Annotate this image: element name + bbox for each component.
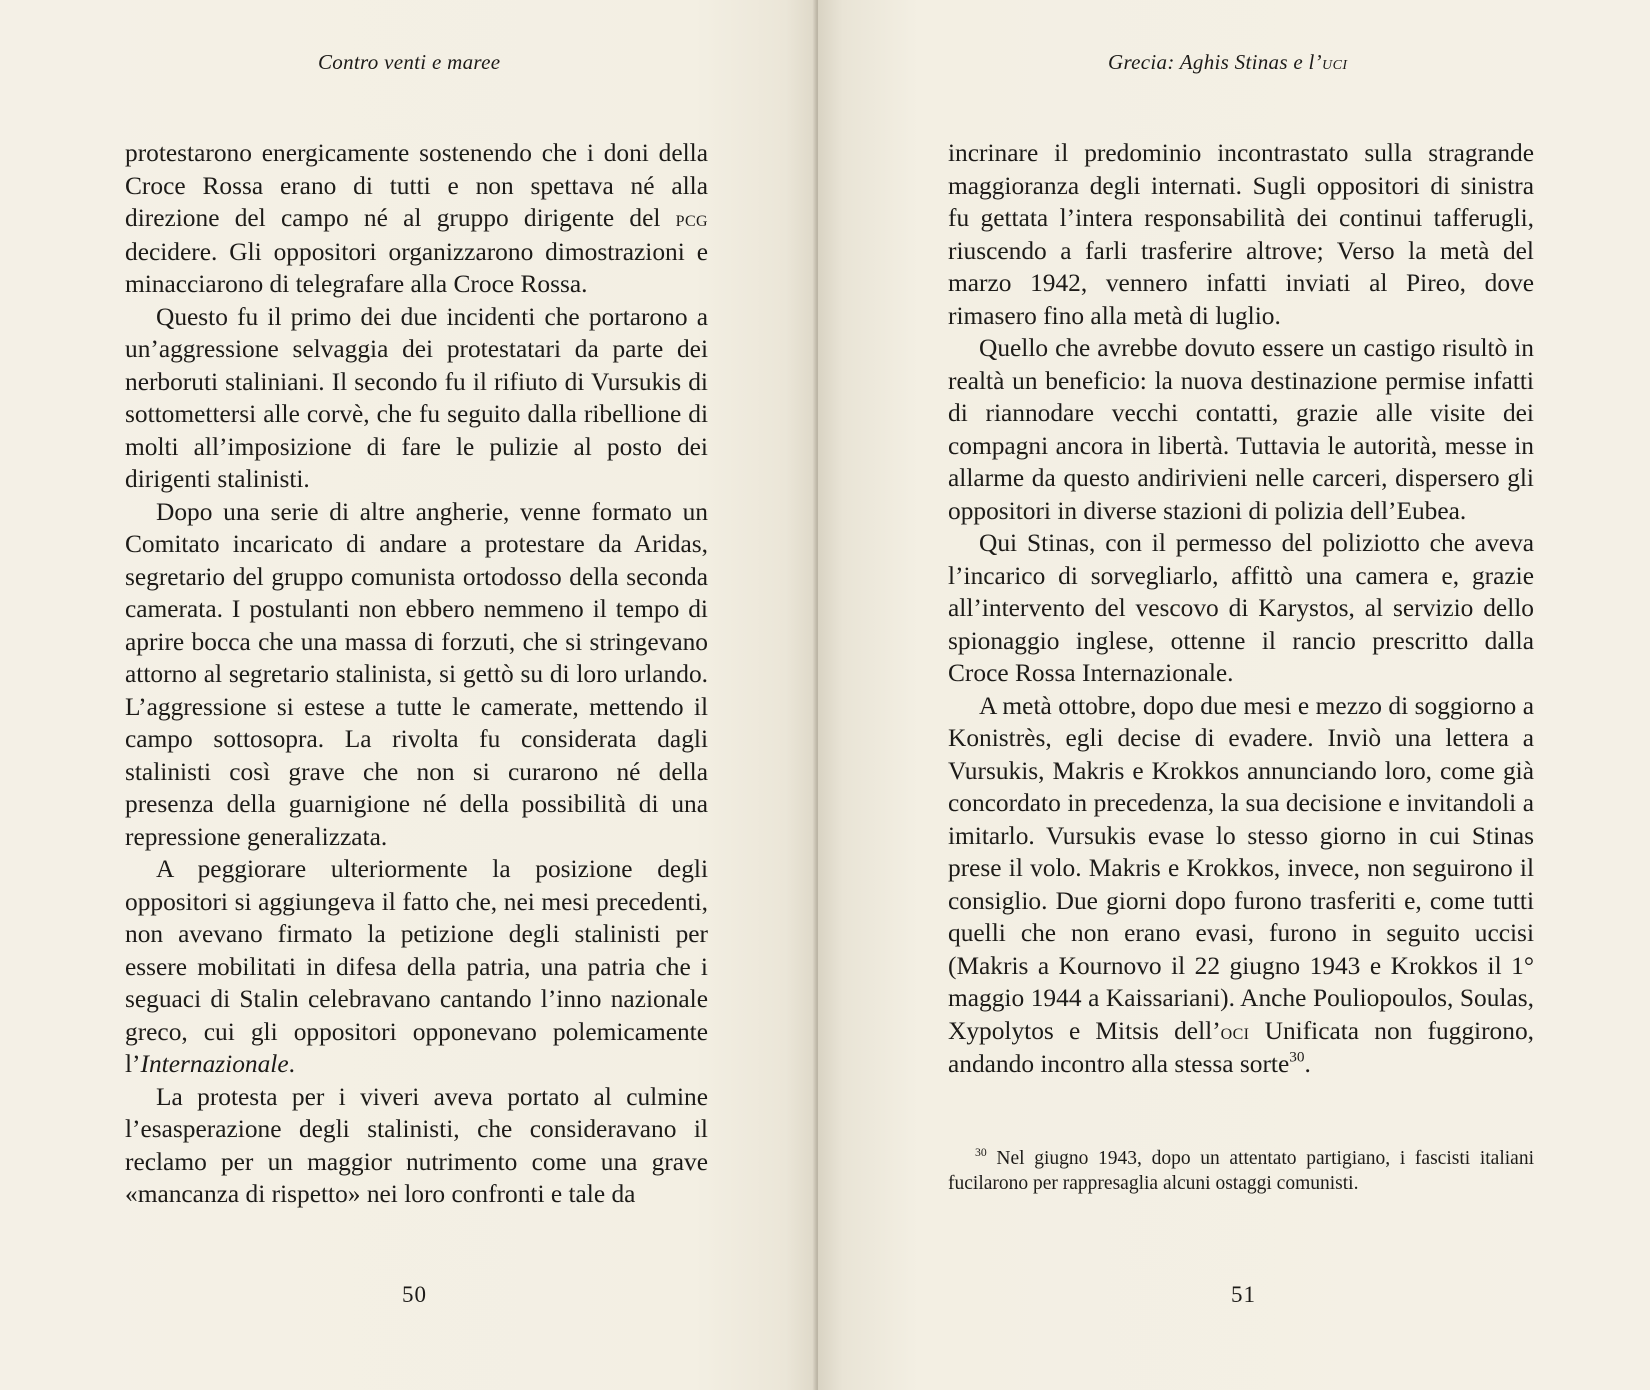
right-paragraph-2: Quello che avrebbe dovuto essere un castigo risultò in realtà un beneficio: la nuova destinazione permise infatti di riannodare vecchi contatti, grazie alle visite dei compagni ancora in libertà. Tuttavia le autorità, messe in allarme da questo andirivieni nelle carceri, dispersero gli oppositori in diverse stazioni di polizia dell’Eubea. <box>948 334 1534 525</box>
left-body-text <box>125 137 708 1211</box>
party-abbreviation: pcg <box>675 206 708 232</box>
footnote <box>948 1146 1534 1196</box>
right-running-head <box>1108 50 1348 75</box>
left-paragraph-5: La protesta per i viveri aveva portato al culmine l’esasperazione degli stalinisti, che consideravano il reclamo per un maggior nutrimento come una grave «mancanza di rispetto» nei loro confronti e tale da <box>125 1082 708 1208</box>
text-span: . <box>1304 1050 1311 1078</box>
text-span: protestarono energicamente sostenendo che i doni della Croce Rossa erano di tutti e non spettava né alla direzione del campo né al gruppo dirigente del <box>125 139 708 232</box>
left-page-number: 50 <box>402 1282 427 1307</box>
footnote-text: Nel giugno 1943, dopo un attentato partigiano, i fascisti italiani fucilarono per rappresaglia alcuni ostaggi comunisti. <box>948 1148 1534 1194</box>
footnote-reference: 30 <box>1289 1048 1305 1066</box>
left-paragraph-1 <box>125 137 708 301</box>
right-body-text <box>948 137 1534 1081</box>
running-head-text: Grecia: Aghis Stinas e l’ <box>1108 50 1322 74</box>
left-paragraph-3: Dopo una serie di altre angherie, venne formato un Comitato incaricato di andare a protestare da Aridas, segretario del gruppo comunista ortodosso della seconda camerata. I postulanti non ebbero nemmeno il tempo di aprire bocca che una massa di forzuti, che si stringevano attorno al segretario stalinista, si gettò su di loro urlando. L’aggressione si estese a tutte le camerate, mettendo il campo sottosopra. La rivolta fu considerata dagli stalinisti così grave che non si curarono né della presenza della guarnigione né della possibilità di una repressione generalizzata. <box>125 497 708 851</box>
text-span: Unificata non fuggirono, andando incontro alla stessa sorte <box>948 1016 1534 1078</box>
text-span: A metà ottobre, dopo due mesi e mezzo di soggiorno a Konistrès, egli decise di evadere. Inviò una lettera a Vursukis, Makris e Krokkos annunciando loro, come già concordato in precedenza, la sua decisione e invitandoli a imitarlo. Vursukis evase lo stesso giorno in cui Stinas prese il volo. Makris e Krokkos, invece, non seguirono il consiglio. Due giorni dopo furono trasferiti e, come tutti quelli che non erano evasi, furono in seguito uccisi (Makris a Kournovo il 22 giugno 1943 e Krokkos il 1° maggio 1944 a Kaissariani). Anche Pouliopoulos, Soulas, Xypolytos e Mitsis dell’ <box>948 691 1534 1045</box>
text-span: A peggiorare ulteriormente la posizione degli oppositori si aggiungeva il fatto che, nei mesi precedenti, non avevano firmato la petizione degli stalinisti per essere mobilitati in difesa della patria, una patria che i seguaci di Stalin celebravano cantando l’inno nazionale greco, cui gli oppositori opponevano polemicamente l’ <box>125 855 708 1078</box>
right-paragraph-1: incrinare il predominio incontrastato sulla stragrande maggioranza degli internati. Sugli oppositori di sinistra fu gettata l’intera responsabilità dei continui tafferugli, riuscendo a farli trasferire altrove; Verso la metà del marzo 1942, vennero infatti inviati al Pireo, dove rimasero fino alla metà di luglio. <box>948 139 1534 330</box>
right-paragraph-4 <box>948 690 1534 1081</box>
left-page <box>0 0 818 1390</box>
footnote-30 <box>948 1146 1534 1196</box>
left-running-head: Contro venti e maree <box>318 50 501 74</box>
right-paragraph-3: Qui Stinas, con il permesso del poliziotto che aveva l’incarico di sorvegliarlo, affittò una camera e, grazie all’intervento del vescovo di Karystos, al servizio dello spionaggio inglese, ottenne il rancio prescritto dalla Croce Rossa Internazionale. <box>948 529 1534 687</box>
left-paragraph-4 <box>125 853 708 1081</box>
party-abbreviation: oci <box>1220 1018 1250 1045</box>
right-page-number: 51 <box>1231 1282 1256 1307</box>
italic-title: Internazionale <box>140 1050 289 1078</box>
left-paragraph-2: Questo fu il primo dei due incidenti che portarono a un’aggressione selvaggia dei protestatari da parte dei nerboruti staliniani. Il secondo fu il rifiuto di Vursukis di sottomettersi alle corvè, che fu seguito dalla ribellione di molti all’imposizione di fare le pulizie al posto dei dirigenti stalinisti. <box>125 302 708 493</box>
text-span: decidere. Gli oppositori organizzarono dimostrazioni e minacciarono di telegrafare alla Croce Rossa. <box>125 237 708 298</box>
footnote-marker: 30 <box>975 1145 987 1159</box>
running-head-abbreviation: uci <box>1321 52 1348 74</box>
right-page <box>818 0 1650 1390</box>
text-span: . <box>288 1050 295 1078</box>
